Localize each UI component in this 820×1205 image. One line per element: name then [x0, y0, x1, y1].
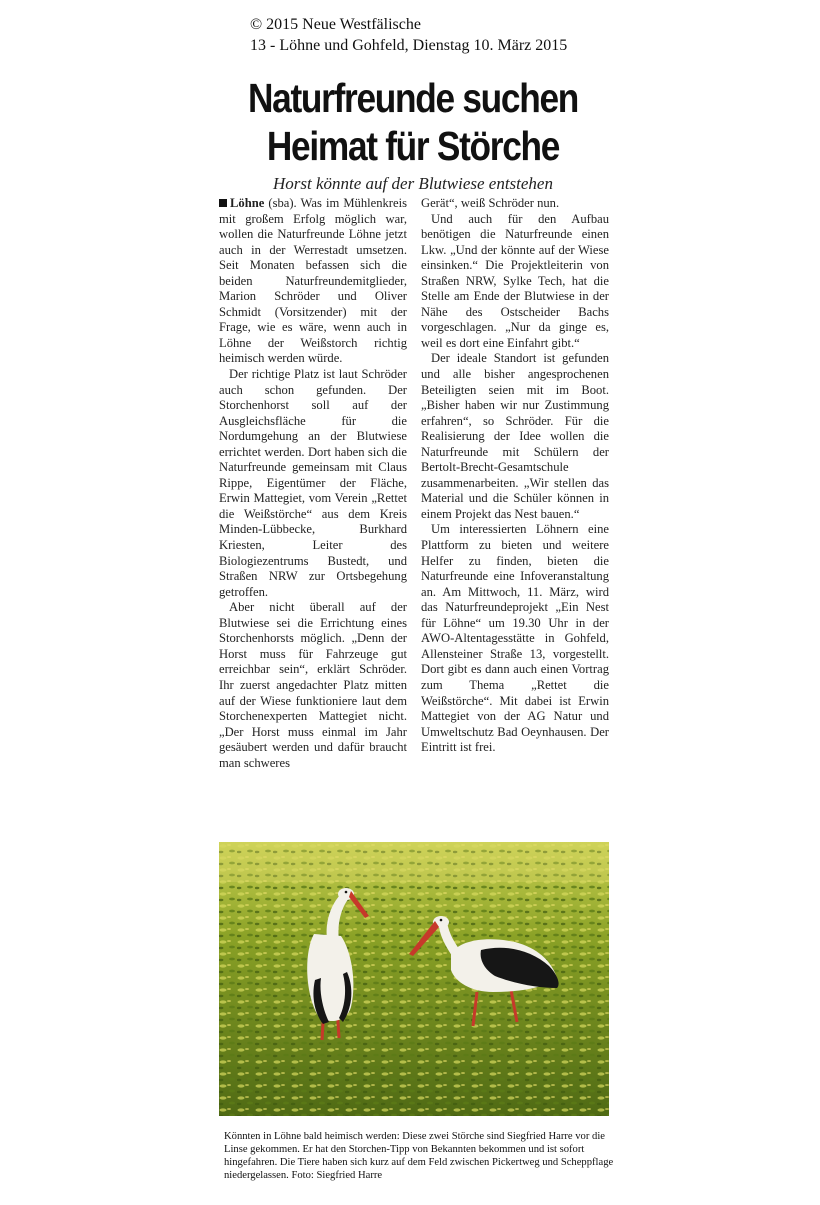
paragraph: Um interessierten Löhnern eine Plattform zu bieten und weitere Helfer zu finden, bieten die Naturfreunde eine Infoveranstaltung an. Am Mittwoch, 11. März, wird das Naturfreundeprojekt „Ein Nest für Löhne“ um 19.30 Uhr in der AWO-Altentagesstätte in Gohfeld, Allensteiner Straße 13, vorgestellt. Dort gibt es dann auch einen Vortrag zum Thema „Rettet die Weißstörche“. Mit dabei ist Erwin Mattegiet von der AG Natur und Umweltschutz Bad Oeynhausen. Der Eintritt ist frei. [421, 522, 609, 755]
paragraph: Der richtige Platz ist laut Schröder auch schon gefunden. Der Storchenhorst soll auf der Ausgleichsfläche für die Nordumgehung an der Blutwiese errichtet werden. Dort haben sich die Naturfreunde gemeinsam mit Claus Rippe, Eigentümer der Fläche, Erwin Mattegiet, vom Verein „Rettet die Weißstörche“ aus dem Kreis Minden-Lübbecke, Burkhard Kriesten, Leiter des Biologiezentrums Bustedt, und Straßen NRW zur Ortsbegehung getroffen. [219, 367, 407, 599]
newspaper-source [250, 14, 770, 56]
paragraph [219, 196, 407, 367]
article-subheadline: Horst könnte auf der Blutwiese entstehen [273, 174, 553, 193]
article-column-right [421, 196, 609, 771]
article-headline [230, 74, 596, 170]
dateline: Löhne [230, 196, 265, 210]
photo-caption: Könnten in Löhne bald heimisch werden: Diese zwei Störche sind Siegfried Harre vor die Linse gekommen. Er hat den Storchen-Tipp von Bekannten bekommen und ist sofort hingefahren. Die Tiere haben sich kurz auf dem Feld zwischen Pickertweg und Scheppflage niedergelassen. Foto: Siegfried Harre [224, 1131, 614, 1182]
article-column-left [219, 196, 407, 771]
headline-line-1: Naturfreunde suchen [247, 75, 579, 121]
issue-line: 13 - Löhne und Gohfeld, Dienstag 10. März 2015 [250, 37, 568, 54]
article-body [219, 196, 609, 771]
paragraph: Aber nicht überall auf der Blutwiese sei die Errichtung eines Storchenhorsts möglich. „Denn der Horst muss für Fahrzeuge gut erreichbar sein“, erklärt Schröder. Ihr zuerst angedachter Platz mitten auf der Wiese funktioniere laut dem Storchenexperten Mattegiet nicht. „Der Horst muss einmal im Jahr gesäubert werden und dafür braucht man schweres [219, 600, 407, 770]
storks-in-field-image [219, 842, 609, 1116]
paragraph-text: (sba). Was im Mühlenkreis mit großem Erfolg möglich war, wollen die Naturfreunde Löhne jetzt auch in der Werrestadt umsetzen. Seit Monaten befassen sich die beiden Naturfreundemitglieder, Marion Schröder und Oliver Schmidt (Vorsitzender) mit der Frage, wie es wäre, wenn auch in Löhne der Weißstorch richtig heimisch werden würde. [219, 196, 407, 366]
paragraph: Gerät“, weiß Schröder nun. [421, 196, 560, 210]
paragraph: Und auch für den Aufbau benötigen die Naturfreunde einen Lkw. „Und der könnte auf der Wiese einsinken.“ Die Projektleiterin von Straßen NRW, Sylke Tech, hat die Stelle am Ende der Blutwiese in der Nähe des Ostscheider Bachs vorgeschlagen. „Nur da ginge es, weil es dort eine Einfahrt gibt.“ [421, 211, 609, 350]
dateline-square-icon [219, 199, 227, 207]
headline-line-2: Heimat für Störche [266, 123, 560, 169]
stork-photo [219, 842, 609, 1116]
copyright-line: © 2015 Neue Westfälische [250, 16, 421, 33]
paragraph: Der ideale Standort ist gefunden und alle bisher angesprochenen Beteiligten seien mit im Boot. „Bisher haben wir nur Zustimmung erfahren“, so Schröder. Für die Realisierung der Idee wollen die Naturfreunde mit Schülern der Bertolt-Brecht-Gesamtschule zusammenarbeiten. „Wir stellen das Material und die Schüler können in einem Projekt das Nest bauen.“ [421, 351, 609, 521]
